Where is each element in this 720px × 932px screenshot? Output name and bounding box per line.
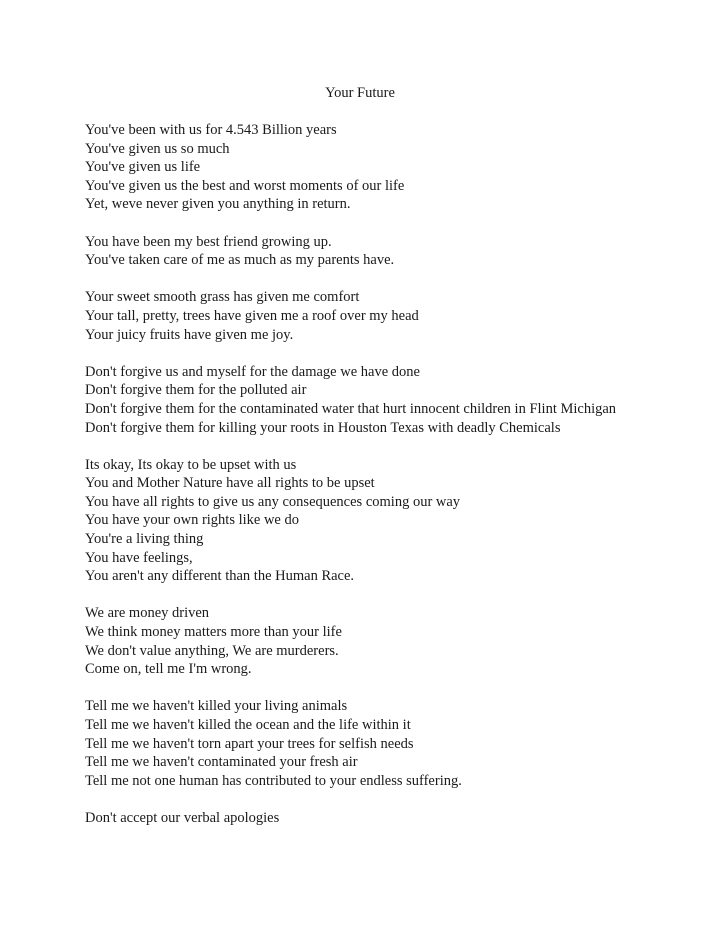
poem-line: You're a living thing xyxy=(85,531,204,548)
poem-line: Don't forgive them for the contaminated water that hurt innocent children in Flint Michigan xyxy=(85,400,617,417)
poem-line: You have all rights to give us any consequences coming our way xyxy=(85,493,461,510)
poem-line: Don't forgive them for killing your roots in Houston Texas with deadly Chemicals xyxy=(85,419,561,436)
poem-line: Tell me we haven't killed your living animals xyxy=(85,698,348,715)
poem-line: You've given us life xyxy=(85,159,201,176)
poem-body xyxy=(85,121,705,846)
stanza-5 xyxy=(85,456,705,586)
stanza-6 xyxy=(85,604,705,678)
poem-line: Don't forgive them for the polluted air xyxy=(85,382,307,399)
poem-line: Its okay, Its okay to be upset with us xyxy=(85,456,297,473)
poem-line: You and Mother Nature have all rights to be upset xyxy=(85,475,375,492)
poem-line: Don't accept our verbal apologies xyxy=(85,809,280,826)
poem-line: You have your own rights like we do xyxy=(85,512,299,529)
poem-line: Tell me we haven't killed the ocean and the life within it xyxy=(85,717,411,733)
poem-line: Your tall, pretty, trees have given me a roof over my head xyxy=(85,307,419,324)
poem-line: Tell me we haven't contaminated your fresh air xyxy=(85,754,358,771)
poem-line: You've given us so much xyxy=(85,140,230,157)
poem-line: Tell me we haven't torn apart your trees for selfish needs xyxy=(85,735,414,752)
poem-line: You've given us the best and worst moments of our life xyxy=(85,177,405,194)
poem-line: We think money matters more than your life xyxy=(85,624,342,641)
poem-line: Come on, tell me I'm wrong. xyxy=(85,661,252,678)
stanza-2 xyxy=(85,233,705,270)
poem-title: Your Future xyxy=(325,85,395,101)
stanza-3 xyxy=(85,288,705,344)
stanza-1 xyxy=(85,121,705,214)
poem-line: Tell me not one human has contributed to your endless suffering. xyxy=(85,772,462,789)
poem-line: We are money driven xyxy=(85,605,210,622)
poem-line: Yet, weve never given you anything in return. xyxy=(85,196,351,213)
poem-line: You aren't any different than the Human Race. xyxy=(85,568,355,585)
poem-line: We don't value anything, We are murderers. xyxy=(85,642,339,659)
poem-line: Your juicy fruits have given me joy. xyxy=(85,326,294,343)
stanza-8 xyxy=(85,809,705,828)
poem-line: Your sweet smooth grass has given me comfort xyxy=(85,289,360,306)
poem-line: You've been with us for 4.543 Billion years xyxy=(85,122,337,138)
poem-line: You have feelings, xyxy=(85,549,193,566)
stanza-7 xyxy=(85,697,705,790)
stanza-4 xyxy=(85,363,705,437)
poem-line: You've taken care of me as much as my parents have. xyxy=(85,252,395,269)
poem-line: Don't forgive us and myself for the damage we have done xyxy=(85,363,420,380)
poem-line: You have been my best friend growing up. xyxy=(85,233,332,250)
